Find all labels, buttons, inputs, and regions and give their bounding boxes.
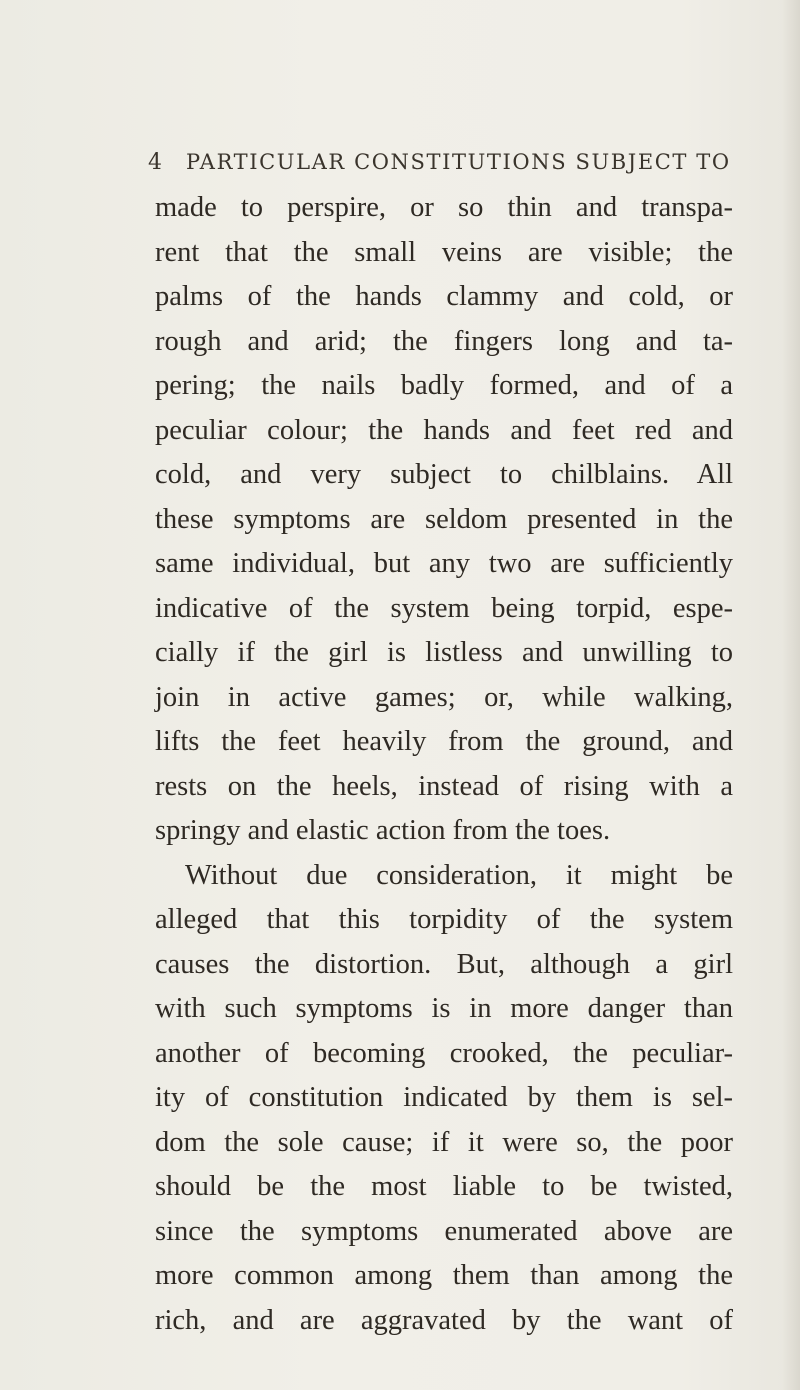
page-number: 4 (148, 150, 164, 175)
text-line: ity of constitution indicated by them is sel- (155, 1082, 733, 1113)
text-line: more common among them than among the (155, 1260, 733, 1291)
text-line: lifts the feet heavily from the ground, and (155, 726, 733, 757)
text-line: rests on the heels, instead of rising with a (155, 770, 733, 802)
text-line: join in active games; or, while walking, (155, 681, 733, 713)
text-line: alleged that this torpidity of the system (155, 904, 733, 935)
text-line: pering; the nails badly formed, and of a (155, 370, 733, 401)
text-line: cially if the girl is listless and unwilling to (155, 637, 733, 668)
text-line: cold, and very subject to chilblains. All (155, 459, 733, 490)
text-line: palms of the hands clammy and cold, or (155, 281, 733, 312)
text-line: dom the sole cause; if it were so, the poor (155, 1126, 733, 1158)
text-line: these symptoms are seldom presented in the (155, 503, 733, 535)
running-head (148, 150, 748, 175)
text-line-paragraph-end: springy and elastic action from the toes. (155, 815, 611, 846)
text-line: should be the most liable to be twisted, (155, 1171, 733, 1202)
text-line: same individual, but any two are sufficiently (155, 548, 733, 579)
text-line: another of becoming crooked, the peculiar- (155, 1037, 733, 1069)
text-line: rich, and are aggravated by the want of (155, 1304, 733, 1336)
text-line: rent that the small veins are visible; the (155, 236, 733, 268)
running-head-title: PARTICULAR CONSTITUTIONS SUBJECT TO (186, 150, 731, 174)
text-line: rough and arid; the fingers long and ta- (155, 325, 733, 357)
text-line: indicative of the system being torpid, espe- (155, 592, 733, 624)
text-line: since the symptoms enumerated above are (155, 1215, 733, 1247)
text-line: made to perspire, or so thin and transpa- (155, 192, 733, 223)
body-text (155, 186, 733, 1343)
text-line-paragraph-start: Without due consideration, it might be (185, 859, 733, 891)
text-line: causes the distortion. But, although a girl (155, 948, 733, 980)
text-line: with such symptoms is in more danger than (155, 993, 733, 1024)
page-edge-shadow (782, 0, 800, 1390)
text-line: peculiar colour; the hands and feet red and (155, 414, 733, 446)
